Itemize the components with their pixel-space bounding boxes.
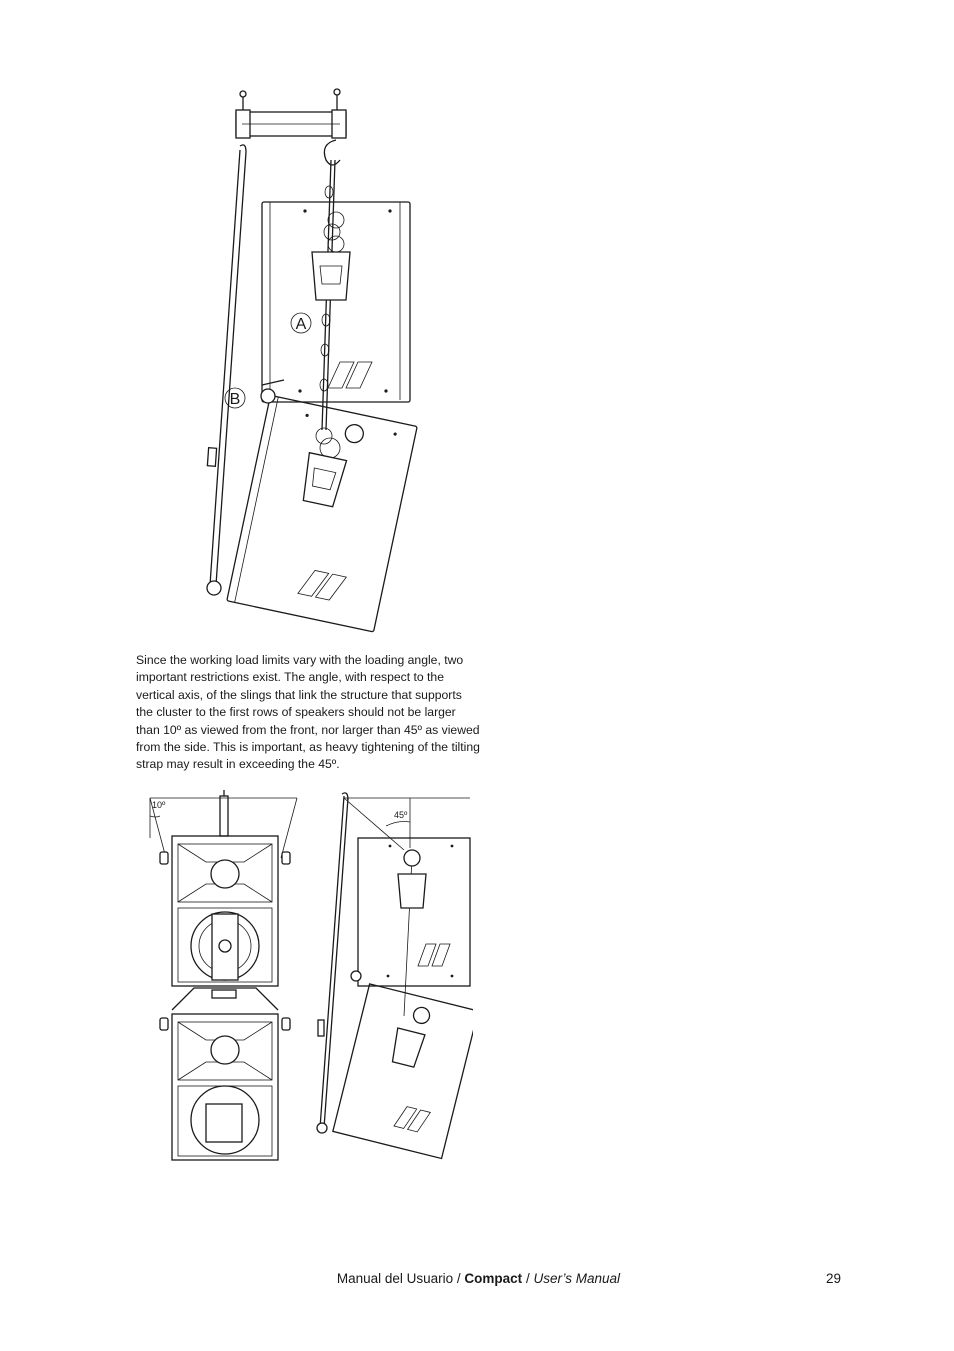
front-lower-cabinet — [160, 1014, 290, 1160]
angle-front-view-figure — [142, 788, 302, 1168]
side-lower-cabinet — [333, 984, 473, 1159]
rigging-side-view-figure — [190, 80, 430, 645]
flybar — [236, 89, 346, 138]
footer-manual-title: Manual del Usuario / Compact / User’s Manual — [336, 1271, 620, 1286]
page-footer — [0, 1271, 954, 1291]
label-a: A — [295, 316, 307, 333]
footer-users-manual: User’s Manual — [533, 1271, 620, 1286]
front-upper-cabinet — [160, 836, 290, 986]
side-upper-cabinet — [358, 838, 470, 986]
tilt-strap — [210, 150, 246, 585]
label-b: B — [229, 391, 241, 408]
page-number: 29 — [826, 1271, 842, 1286]
lower-cabinet — [227, 395, 417, 632]
angle-side-label: 45º — [394, 810, 408, 820]
angle-front-label: 10º — [152, 800, 166, 810]
angle-side-view-figure — [308, 788, 473, 1168]
upper-cabinet — [262, 202, 410, 402]
footer-product-name: Compact — [464, 1271, 523, 1286]
body-paragraph: Since the working load limits vary with the loading angle, two important restrictions exist. The angle, with respect to the vertical axis, of the slings that link the structure that supports the cluster to the first rows of speakers should not be larger than 10º as viewed from the front, nor larger than 45º as viewed from the side. This is important, as heavy tightening of the tilting strap may result in exceeding the 45º. — [136, 653, 480, 772]
